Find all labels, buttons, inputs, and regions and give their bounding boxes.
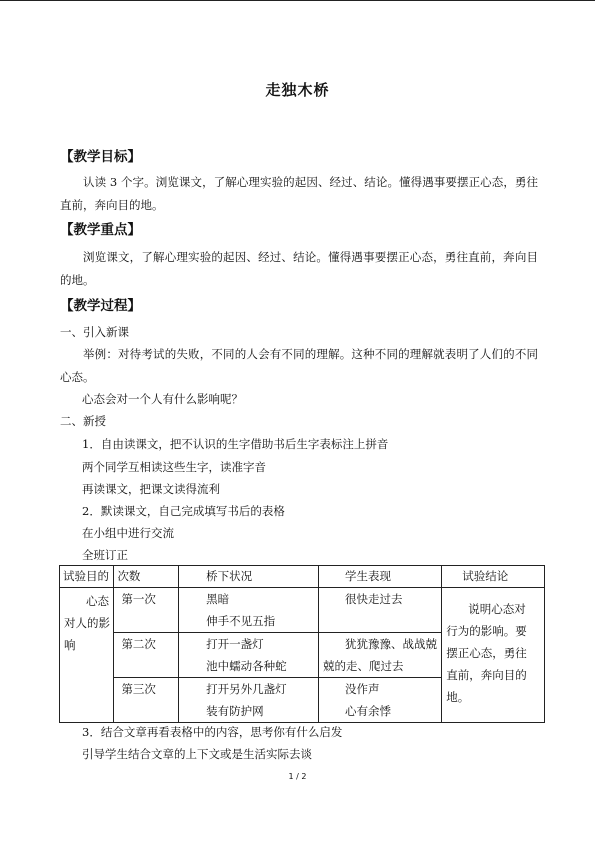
purpose-line: 心态 bbox=[86, 594, 109, 608]
behavior-line: 心有余悸 bbox=[345, 704, 392, 718]
bridge-cell bbox=[179, 633, 319, 678]
header-rule bbox=[0, 0, 595, 1]
bridge-line: 打开另外几盏灯 bbox=[206, 682, 287, 696]
behavior-line: 很快走过去 bbox=[345, 592, 403, 606]
step2-sub-b: 全班订正 bbox=[82, 548, 128, 562]
conclusion-line: 地。 bbox=[446, 690, 470, 704]
bridge-cell bbox=[179, 588, 319, 633]
experiment-table bbox=[59, 565, 545, 723]
header-conclusion: 试验结论 bbox=[442, 566, 545, 588]
count-cell: 第二次 bbox=[114, 633, 179, 678]
bridge-line: 伸手不见五指 bbox=[206, 614, 276, 628]
header-purpose: 试验目的 bbox=[60, 566, 114, 588]
header-behavior: 学生表现 bbox=[319, 566, 442, 588]
bridge-line: 装有防护网 bbox=[206, 704, 264, 718]
step1-sub-a: 两个同学互相读这些生字，读准字音 bbox=[82, 460, 266, 474]
behavior-line: 没作声 bbox=[345, 682, 380, 696]
key-text: 浏览课文，了解心理实验的起因、经过、结论。懂得遇事要摆正心态，勇往直前，奔向目的地。 bbox=[60, 250, 538, 287]
conclusion-line: 说明心态对 bbox=[468, 602, 526, 616]
purpose-line: 对人的影 bbox=[64, 616, 110, 630]
document-title: 走独木桥 bbox=[265, 81, 330, 99]
purpose-line: 响 bbox=[64, 638, 76, 652]
bridge-line: 黑暗 bbox=[206, 592, 230, 606]
goal-heading: 【教学目标】 bbox=[60, 149, 141, 165]
question-text: 心态会对一个人有什么影响呢？ bbox=[82, 392, 243, 406]
header-count: 次数 bbox=[114, 566, 179, 588]
table-header-row bbox=[60, 566, 545, 588]
conclusion-line: 行为的影响。要 bbox=[446, 624, 527, 638]
page-number: 1 / 2 bbox=[288, 772, 307, 781]
step1-sub-b: 再读课文，把课文读得流利 bbox=[82, 482, 220, 496]
behavior-cell bbox=[319, 678, 442, 723]
header-bridge: 桥下状况 bbox=[179, 566, 319, 588]
part2-title: 二、新授 bbox=[60, 414, 106, 428]
goal-text: 认读 3 个字。浏览课文，了解心理实验的起因、经过、结论。懂得遇事要摆正心态，勇往直前，奔向目的地。 bbox=[60, 175, 538, 212]
conclusion-cell bbox=[442, 588, 545, 723]
behavior-line: 兢的走、爬过去 bbox=[323, 659, 404, 673]
bridge-cell bbox=[179, 678, 319, 723]
process-heading: 【教学过程】 bbox=[60, 298, 141, 314]
behavior-cell bbox=[319, 633, 442, 678]
step1-text: 1．自由读课文，把不认识的生字借助书后生字表标注上拼音 bbox=[82, 437, 389, 451]
bridge-line: 打开一盏灯 bbox=[206, 637, 264, 651]
count-cell: 第三次 bbox=[114, 678, 179, 723]
step2-sub-a: 在小组中进行交流 bbox=[82, 526, 174, 540]
part1-title: 一、引入新课 bbox=[60, 325, 129, 339]
behavior-line: 犹犹豫豫、战战兢 bbox=[345, 637, 438, 651]
table-row bbox=[60, 588, 545, 633]
conclusion-line: 摆正心态，勇往 bbox=[446, 646, 527, 660]
key-heading: 【教学重点】 bbox=[60, 222, 141, 238]
step3-sub-a: 引导学生结合文章的上下文或是生活实际去谈 bbox=[82, 747, 312, 761]
step3-text: 3．结合文章再看表格中的内容，思考你有什么启发 bbox=[82, 725, 343, 739]
conclusion-line: 直前，奔向目的 bbox=[446, 668, 527, 682]
step2-text: 2．默读课文，自己完成填写书后的表格 bbox=[82, 504, 285, 518]
count-cell: 第一次 bbox=[114, 588, 179, 633]
example-text: 举例：对待考试的失败，不同的人会有不同的理解。这种不同的理解就表明了人们的不同心态。 bbox=[60, 347, 538, 384]
behavior-cell bbox=[319, 588, 442, 633]
purpose-cell bbox=[60, 588, 114, 723]
bridge-line: 池中蠕动各种蛇 bbox=[206, 659, 287, 673]
